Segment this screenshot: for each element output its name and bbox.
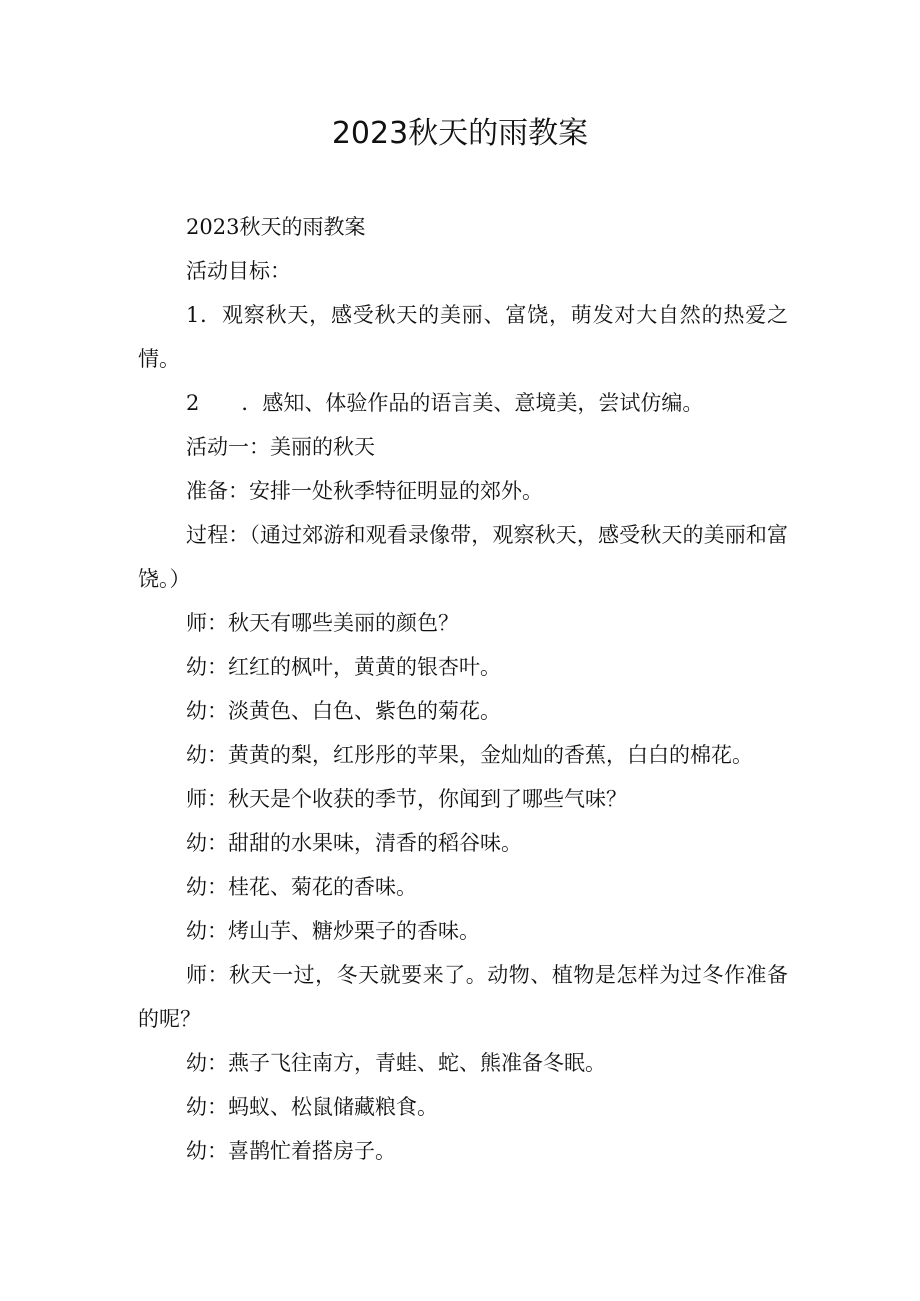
paragraph: 幼：蚂蚁、松鼠储藏粮食。	[186, 1095, 438, 1119]
paragraph: 幼：燕子飞往南方，青蛙、蛇、熊准备冬眠。	[186, 1051, 606, 1075]
paragraph: 幼：烤山芋、糖炒栗子的香味。	[186, 919, 480, 943]
paragraph: 师：秋天是个收获的季节，你闻到了哪些气味？	[186, 787, 627, 811]
paragraph: 幼：红红的枫叶，黄黄的银杏叶。	[186, 655, 501, 679]
paragraph: 活动目标：	[186, 259, 291, 283]
document-body	[138, 205, 788, 1173]
paragraph: 幼：淡黄色、白色、紫色的菊花。	[186, 699, 501, 723]
paragraph: 活动一：美丽的秋天	[186, 435, 375, 459]
paragraph: 幼：黄黄的梨，红彤彤的苹果，金灿灿的香蕉，白白的棉花。	[186, 743, 753, 767]
paragraph: 2 ．感知、体验作品的语言美、意境美，尝试仿编。	[186, 391, 704, 415]
paragraph: 准备：安排一处秋季特征明显的郊外。	[186, 479, 543, 503]
paragraph: 1．观察秋天，感受秋天的美丽、富饶，萌发对大自然的热爱之情。	[138, 303, 788, 371]
paragraph: 师：秋天一过，冬天就要来了。动物、植物是怎样为过冬作准备的呢？	[138, 963, 788, 1031]
paragraph: 过程：（通过郊游和观看录像带，观察秋天，感受秋天的美丽和富饶。）	[138, 523, 788, 591]
paragraph: 幼：甜甜的水果味，清香的稻谷味。	[186, 831, 522, 855]
paragraph: 幼：桂花、菊花的香味。	[186, 875, 417, 899]
paragraph: 幼：喜鹊忙着搭房子。	[186, 1139, 396, 1163]
paragraph: 师：秋天有哪些美丽的颜色？	[186, 611, 459, 635]
paragraph: 2023秋天的雨教案	[186, 215, 366, 239]
document-title: 2023秋天的雨教案	[331, 116, 589, 151]
